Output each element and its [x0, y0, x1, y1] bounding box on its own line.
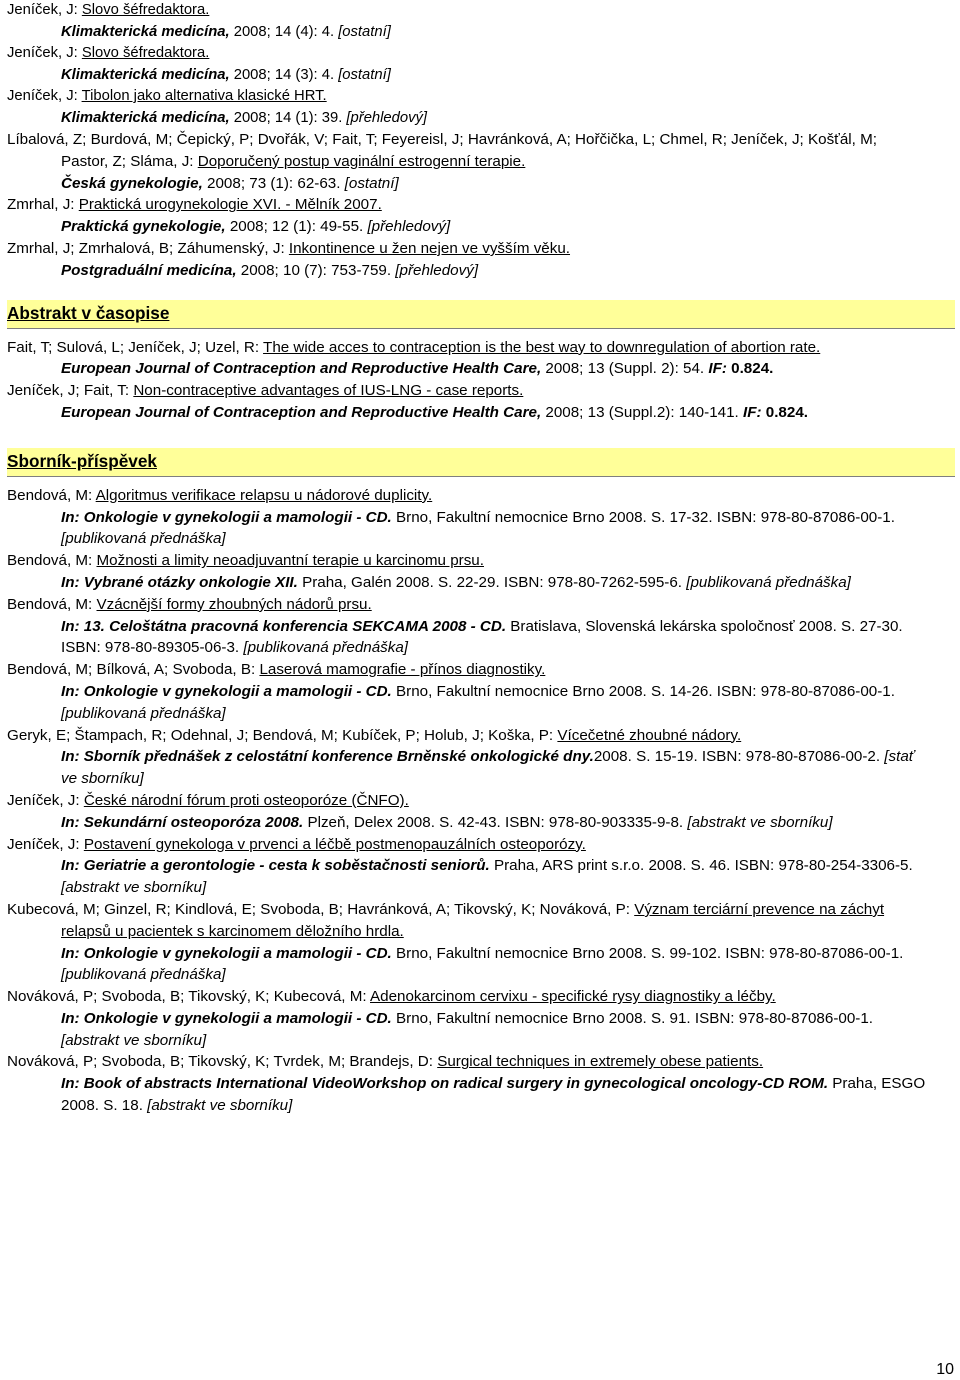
bib-entry — [7, 0, 955, 43]
bib-entry — [7, 1051, 955, 1116]
entry-title-link[interactable]: Surgical techniques in extremely obese patients. — [437, 1053, 764, 1071]
entry-details: Brno, Fakultní nemocnice Brno 2008. S. 17-32. ISBN: 978-80-87086-00-1. — [391, 508, 895, 526]
entry-tag: [ostatní] — [338, 66, 391, 83]
entry-title-link-cont[interactable]: relapsů u pacientek s karcinomem děložního hrdla. — [61, 922, 404, 940]
entry-details: 2008; 13 (Suppl.2): 140-141. — [541, 403, 743, 421]
entry-details: Brno, Fakultní nemocnice Brno 2008. S. 99-102. ISBN: 978-80-87086-00-1. — [391, 944, 904, 962]
entry-tag: [publikovaná přednáška] — [61, 530, 226, 548]
entry-details: 2008; 14 (4): 4. — [229, 23, 339, 40]
entry-tag-cont: ve sborníku] — [61, 770, 144, 788]
entry-tag: [abstrakt ve sborníku] — [687, 813, 833, 831]
entry-details: 2008; 14 (3): 4. — [229, 66, 339, 83]
entry-title-link[interactable]: Adenokarcinom cervixu - specifické rysy diagnostiky a léčby. — [370, 988, 776, 1006]
entry-details: Praha, ESGO — [828, 1075, 926, 1093]
entry-journal: Postgraduální medicína, — [61, 261, 237, 279]
entry-title-link[interactable]: Slovo šéfredaktora. — [81, 45, 210, 61]
entry-authors: Jeníček, J: — [7, 45, 82, 61]
if-value: 0.824. — [726, 360, 774, 378]
entry-authors: Jeníček, J: — [7, 88, 82, 104]
entry-title-link[interactable]: Praktická urogynekologie XVI. - Mělník 2007. — [78, 196, 382, 214]
entry-authors: Jeníček, J: — [7, 791, 84, 809]
entry-tag: [přehledový] — [346, 109, 428, 126]
entry-title-link[interactable]: Slovo šéfredaktora. — [81, 2, 210, 18]
bib-entry — [7, 899, 955, 986]
entry-details: Plzeň, Delex 2008. S. 42-43. ISBN: 978-80-903335-9-8. — [303, 813, 688, 831]
entry-journal: European Journal of Contraception and Reproductive Health Care, — [61, 360, 542, 378]
entry-title-link[interactable]: Doporučený postup vaginální estrogenní terapie. — [197, 152, 526, 170]
bib-entry — [7, 986, 955, 1051]
entry-title-link[interactable]: Non-contraceptive advantages of IUS-LNG - case reports. — [133, 382, 524, 400]
entry-authors: Kubecová, M; Ginzel, R; Kindlová, E; Svoboda, B; Havránková, A; Tikovský, K; Nováková, P: — [7, 900, 635, 918]
entry-tag: [publikovaná přednáška] — [686, 573, 851, 591]
bib-entry — [7, 790, 955, 834]
bib-entry — [7, 725, 955, 790]
entry-details: 2008; 12 (1): 49-55. — [225, 218, 368, 236]
entry-in: In: Sborník přednášek z celostátní konference Brněnské onkologické dny. — [61, 748, 594, 766]
entry-tag: [přehledový] — [395, 261, 479, 279]
impact-factor — [743, 404, 808, 421]
entry-journal: Klimakterická medicína, — [61, 66, 230, 83]
entry-tag: [publikovaná přednáška] — [61, 966, 226, 984]
entry-authors: Nováková, P; Svoboda, B; Tikovský, K; Kubecová, M: — [7, 988, 370, 1006]
entry-tag: [ostatní] — [338, 23, 391, 40]
entry-authors: Zmrhal, J: — [7, 196, 79, 214]
section-heading-abstrakt — [7, 300, 955, 329]
entry-details: 2008. S. 15-19. ISBN: 978-80-87086-00-2. — [593, 748, 885, 766]
bib-entry — [7, 594, 955, 659]
section-title: Abstrakt v časopise — [7, 302, 170, 323]
entry-title-link[interactable]: Laserová mamografie - přínos diagnostiky. — [259, 661, 546, 679]
entry-journal: Praktická gynekologie, — [61, 218, 226, 236]
page-number: 10 — [936, 1361, 954, 1378]
entry-title-link[interactable]: Postavení gynekologa v prvenci a léčbě postmenopauzálních osteoporózy. — [83, 835, 586, 853]
entry-in: In: Geriatrie a gerontologie - cesta k soběstačnosti seniorů. — [61, 857, 490, 875]
entry-title-link[interactable]: Tibolon jako alternativa klasické HRT. — [81, 88, 327, 104]
bib-entry — [7, 485, 955, 550]
entry-in: In: Onkologie v gynekologii a mamologii - CD. — [61, 944, 392, 962]
bib-entry — [7, 43, 955, 86]
bib-entry — [7, 86, 955, 129]
entry-tag: [abstrakt ve sborníku] — [61, 879, 207, 897]
entry-in: In: Onkologie v gynekologii a mamologii - CD. — [61, 682, 392, 700]
if-value: 0.824. — [761, 403, 808, 421]
if-label: IF: — [708, 360, 727, 378]
entry-authors: Zmrhal, J; Zmrhalová, B; Záhumenský, J: — [7, 239, 289, 257]
entry-title-link[interactable]: Význam terciární prevence na záchyt — [634, 900, 885, 918]
entry-title-link[interactable]: Vzácnější formy zhoubných nádorů prsu. — [96, 595, 372, 613]
entry-journal: European Journal of Contraception and Reproductive Health Care, — [61, 403, 542, 421]
entry-authors: Bendová, M: — [7, 595, 97, 613]
entry-authors: Jeníček, J; Fait, T: — [7, 382, 134, 400]
bib-entry — [7, 194, 955, 238]
entry-details-cont: ISBN: 978-80-89305-06-3. — [61, 639, 244, 657]
entry-authors-cont: Pastor, Z; Sláma, J: — [61, 152, 198, 170]
entry-authors: Nováková, P; Svoboda, B; Tikovský, K; Tvrdek, M; Brandejs, D: — [7, 1053, 438, 1071]
entry-title-link[interactable]: Algoritmus verifikace relapsu u nádorové duplicity. — [95, 486, 433, 504]
bib-entry — [7, 659, 955, 724]
bib-entry — [7, 380, 955, 424]
entry-in: In: 13. Celoštátna pracovná konferencia SEKCAMA 2008 - CD. — [61, 617, 507, 635]
entry-authors: Bendová, M; Bílková, A; Svoboda, B: — [7, 661, 260, 679]
entry-title-link[interactable]: Vícečetné zhoubné nádory. — [557, 726, 742, 744]
document-page — [7, 0, 955, 1117]
entry-in: In: Book of abstracts International VideoWorkshop on radical surgery in gynecological oncology-CD ROM. — [61, 1075, 829, 1093]
entry-details: Brno, Fakultní nemocnice Brno 2008. S. 91. ISBN: 978-80-87086-00-1. — [391, 1009, 873, 1027]
entry-tag: [abstrakt ve sborníku] — [147, 1097, 293, 1115]
entry-tag: [stať — [884, 748, 915, 766]
bib-entry — [7, 337, 955, 381]
section-title: Sborník-příspěvek — [7, 450, 157, 471]
entry-authors: Jeníček, J: — [7, 835, 84, 853]
entry-title-link[interactable]: Inkontinence u žen nejen ve vyšším věku. — [288, 239, 571, 257]
entry-details: 2008; 14 (1): 39. — [229, 109, 347, 126]
entry-title-link[interactable]: The wide acces to contraception is the best way to downregulation of abortion rate. — [263, 338, 821, 356]
entry-tag: [publikovaná přednáška] — [61, 704, 226, 722]
bib-entry — [7, 238, 955, 282]
bib-entry — [7, 129, 955, 194]
bib-entry — [7, 550, 955, 594]
entry-details: Bratislava, Slovenská lekárska spoločnosť 2008. S. 27-30. — [506, 617, 903, 635]
entry-details: Brno, Fakultní nemocnice Brno 2008. S. 14-26. ISBN: 978-80-87086-00-1. — [391, 682, 895, 700]
entry-tag: [ostatní] — [344, 174, 399, 192]
bib-entry — [7, 834, 955, 899]
entry-details: Praha, ARS print s.r.o. 2008. S. 46. ISBN: 978-80-254-3306-5. — [489, 857, 913, 875]
section-heading-sbornik — [7, 448, 955, 477]
entry-in: In: Onkologie v gynekologii a mamologii - CD. — [61, 508, 392, 526]
entry-journal: Klimakterická medicína, — [61, 109, 230, 126]
entry-details-cont: 2008. S. 18. — [61, 1097, 148, 1115]
entry-journal: Česká gynekologie, — [61, 174, 203, 192]
entry-in: In: Sekundární osteoporóza 2008. — [61, 813, 304, 831]
entry-in: In: Onkologie v gynekologii a mamologii - CD. — [61, 1009, 392, 1027]
entry-tag: [přehledový] — [367, 218, 451, 236]
top-entries — [7, 0, 955, 129]
impact-factor — [708, 360, 773, 377]
entry-tag: [abstrakt ve sborníku] — [61, 1031, 207, 1049]
entry-journal: Klimakterická medicína, — [61, 23, 230, 40]
entry-details: 2008; 10 (7): 753-759. — [236, 261, 396, 279]
entry-details: Praha, Galén 2008. S. 22-29. ISBN: 978-80-7262-595-6. — [297, 573, 687, 591]
entry-in: In: Vybrané otázky onkologie XII. — [61, 573, 298, 591]
entry-tag: [publikovaná přednáška] — [243, 639, 409, 657]
entry-authors: Bendová, M: — [7, 552, 97, 570]
entry-title-link[interactable]: České národní fórum proti osteoporóze (ČNFO). — [83, 791, 409, 809]
entry-details: 2008; 73 (1): 62-63. — [202, 174, 345, 192]
entry-authors: Jeníček, J: — [7, 2, 82, 18]
entry-details: 2008; 13 (Suppl. 2): 54. — [541, 360, 709, 378]
entry-authors: Fait, T; Sulová, L; Jeníček, J; Uzel, R: — [7, 338, 264, 356]
entry-authors: Geryk, E; Štampach, R; Odehnal, J; Bendová, M; Kubíček, P; Holub, J; Koška, P: — [7, 726, 558, 744]
entry-title-link[interactable]: Možnosti a limity neoadjuvantní terapie u karcinomu prsu. — [96, 552, 484, 570]
entry-authors: Líbalová, Z; Burdová, M; Čepický, P; Dvořák, V; Fait, T; Feyereisl, J; Havránková, A; Hořčička, L; Chmel, R; Jeníček, J; Košťál, M; — [7, 131, 877, 148]
if-label: IF: — [742, 403, 762, 421]
entry-authors: Bendová, M: — [7, 486, 96, 504]
